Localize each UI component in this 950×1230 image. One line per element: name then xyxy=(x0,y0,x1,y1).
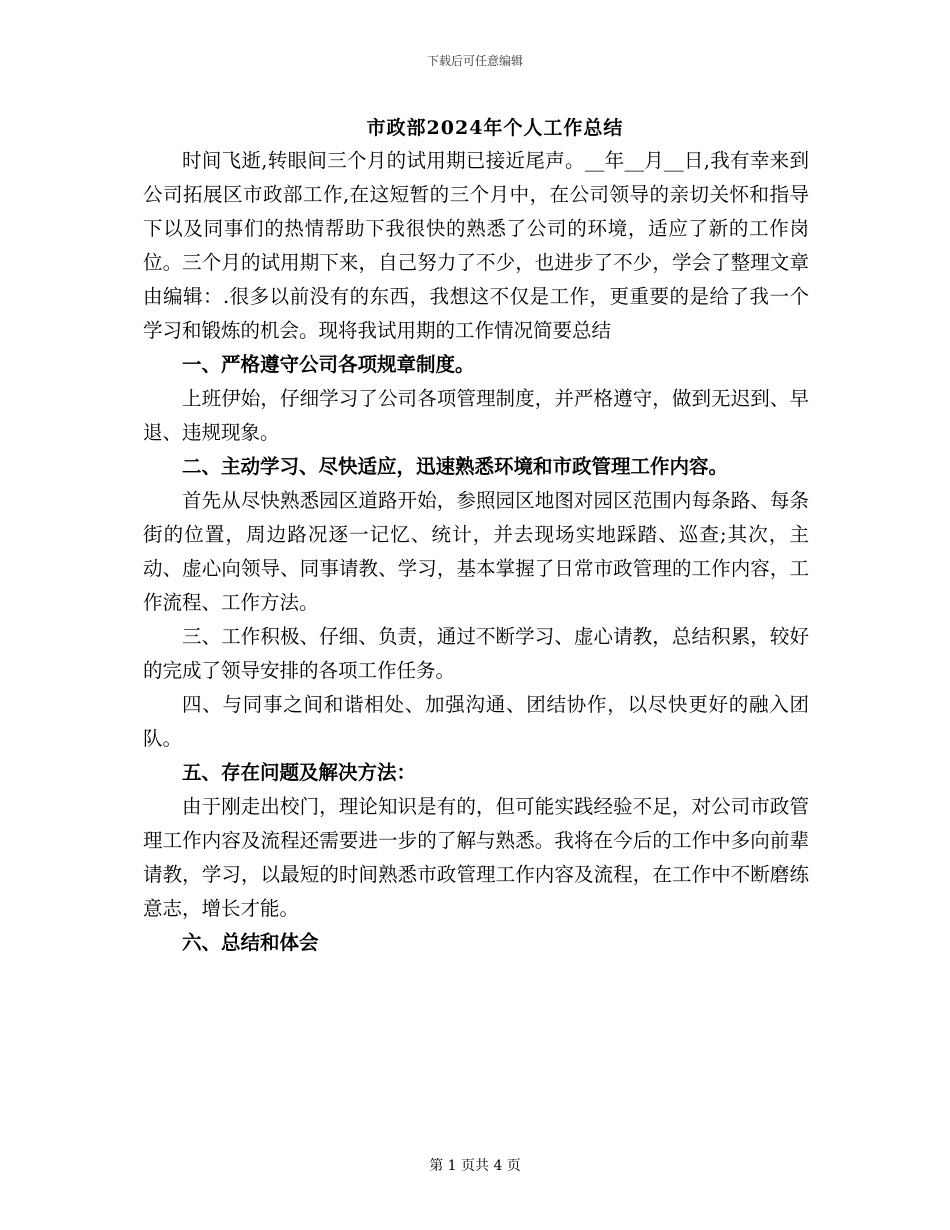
section-paragraph-4: 四、与同事之间和谐相处、加强沟通、团结协作，以尽快更好的融入团队。 xyxy=(143,693,809,750)
section-heading-1: 一、严格遵守公司各项规章制度。 xyxy=(182,353,475,376)
section-heading-6: 六、总结和体会 xyxy=(182,931,319,954)
document-title: 市政部2024年个人工作总结 xyxy=(366,117,624,139)
section-paragraph-5: 由于刚走出校门，理论知识是有的，但可能实践经验不足，对公司市政管理工作内容及流程还需要进一步的了解与熟悉。我将在今后的工作中多向前辈请教，学习，以最短的时间熟悉市政管理工作内容及流程，在工作中不断磨练意志，增长才能。 xyxy=(143,795,809,920)
section-paragraph-3: 三、工作积极、仔细、负责，通过不断学习、虚心请教，总结积累，较好的完成了领导安排的各项工作任务。 xyxy=(143,625,809,682)
section-heading-5: 五、存在问题及解决方法： xyxy=(182,761,417,784)
header-note: 下载后可任意编辑 xyxy=(426,54,523,68)
page-footer: 第 1 页共 4 页 xyxy=(429,1158,521,1174)
document-body xyxy=(143,144,809,960)
section-paragraph-1: 上班伊始，仔细学习了公司各项管理制度，并严格遵守，做到无迟到、早退、违规现象。 xyxy=(143,387,809,444)
section-paragraph-2: 首先从尽快熟悉园区道路开始，参照园区地图对园区范围内每条路、每条街的位置，周边路况逐一记忆、统计，并去现场实地踩踏、巡查;其次，主动、虚心向领导、同事请教、学习，基本掌握了日常市政管理的工作内容，工作流程、工作方法。 xyxy=(143,489,809,614)
section-heading-2: 二、主动学习、尽快适应，迅速熟悉环境和市政管理工作内容。 xyxy=(182,455,729,478)
intro-paragraph: 时间飞逝,转眼间三个月的试用期已接近尾声。__年__月__日,我有幸来到公司拓展区市政部工作,在这短暂的三个月中，在公司领导的亲切关怀和指导下以及同事们的热情帮助下我很快的熟悉了公司的环境，适应了新的工作岗位。三个月的试用期下来，自己努力了不少，也进步了不少，学会了整理文章由编辑：.很多以前没有的东西，我想这不仅是工作，更重要的是给了我一个学习和锻炼的机会。现将我试用期的工作情况简要总结 xyxy=(143,149,809,342)
